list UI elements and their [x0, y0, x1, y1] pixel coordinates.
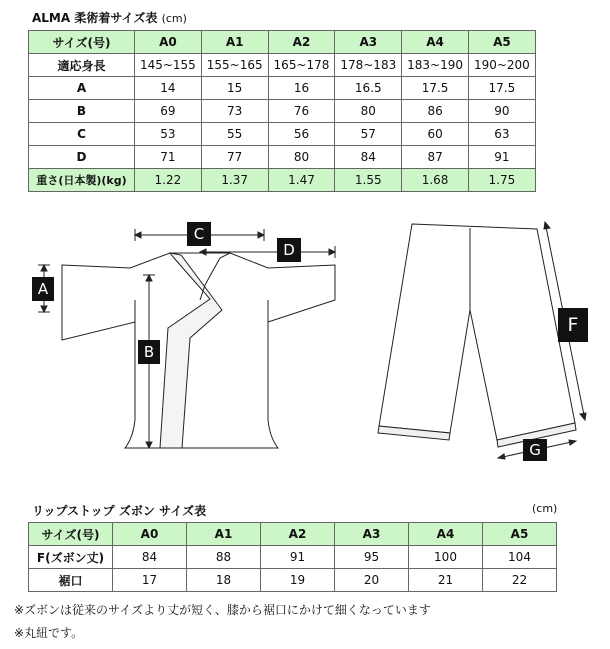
dim-label-f: F: [558, 308, 588, 342]
row-label: C: [29, 123, 135, 146]
pants-unit: (cm): [532, 502, 558, 515]
cell: 84: [113, 546, 187, 569]
cell: 56: [268, 123, 335, 146]
cell: 19: [261, 569, 335, 592]
cell: 155~165: [201, 54, 268, 77]
cell: 77: [201, 146, 268, 169]
cell: 1.68: [402, 169, 469, 192]
pants-size-title: リップストップ ズボン サイズ表: [32, 504, 207, 518]
cell: 91: [261, 546, 335, 569]
cell: 53: [135, 123, 202, 146]
note-round-cord: ※丸紐です。: [14, 626, 84, 640]
row-label: D: [29, 146, 135, 169]
cell: 22: [483, 569, 557, 592]
dim-label-d: D: [277, 238, 301, 262]
cell: 55: [201, 123, 268, 146]
cell: 183~190: [402, 54, 469, 77]
cell: 1.47: [268, 169, 335, 192]
header-cell: サイズ(号): [29, 31, 135, 54]
header-cell: A4: [402, 31, 469, 54]
header-cell: A3: [335, 31, 402, 54]
cell: 178~183: [335, 54, 402, 77]
dim-label-b: B: [138, 340, 160, 364]
cell: 16: [268, 77, 335, 100]
cell: 69: [135, 100, 202, 123]
header-cell: A2: [268, 31, 335, 54]
table-row: [29, 569, 557, 592]
cell: 18: [187, 569, 261, 592]
cell: 91: [468, 146, 535, 169]
cell: 1.22: [135, 169, 202, 192]
row-label: F(ズボン丈): [29, 546, 113, 569]
row-label: A: [29, 77, 135, 100]
cell: 21: [409, 569, 483, 592]
cell: 1.75: [468, 169, 535, 192]
jacket-collar: [160, 253, 222, 448]
jacket-size-title: ALMA 柔術着サイズ表 (cm): [32, 11, 187, 25]
cell: 17.5: [468, 77, 535, 100]
cell: 57: [335, 123, 402, 146]
cell: 16.5: [335, 77, 402, 100]
pants-outline: [379, 224, 575, 440]
header-cell: A1: [201, 31, 268, 54]
cell: 60: [402, 123, 469, 146]
table-row: [29, 546, 557, 569]
cell: 14: [135, 77, 202, 100]
cell: 17: [113, 569, 187, 592]
header-cell: A2: [261, 523, 335, 546]
pants-header-row: [29, 523, 557, 546]
cell: 15: [201, 77, 268, 100]
dim-label-a: A: [32, 277, 54, 301]
header-cell: A5: [468, 31, 535, 54]
cell: 165~178: [268, 54, 335, 77]
cell: 87: [402, 146, 469, 169]
dim-label-g: G: [523, 439, 547, 461]
cell: 86: [402, 100, 469, 123]
cell: 63: [468, 123, 535, 146]
header-cell: A5: [483, 523, 557, 546]
cell: 1.55: [335, 169, 402, 192]
header-cell: A1: [187, 523, 261, 546]
row-label: 裾口: [29, 569, 113, 592]
header-cell: A0: [113, 523, 187, 546]
header-cell: A4: [409, 523, 483, 546]
cell: 190~200: [468, 54, 535, 77]
header-cell: サイズ(号): [29, 523, 113, 546]
cell: 80: [335, 100, 402, 123]
header-cell: A3: [335, 523, 409, 546]
pants-size-table: [28, 522, 557, 592]
cell: 88: [187, 546, 261, 569]
note-pants-fit: ※ズボンは従来のサイズより丈が短く、膝から裾口にかけて細くなっています: [14, 603, 431, 617]
cell: 17.5: [402, 77, 469, 100]
row-label: B: [29, 100, 135, 123]
cell: 100: [409, 546, 483, 569]
cell: 71: [135, 146, 202, 169]
row-label: 適応身長: [29, 54, 135, 77]
dim-label-c: C: [187, 222, 211, 246]
cell: 1.37: [201, 169, 268, 192]
cell: 95: [335, 546, 409, 569]
cell: 90: [468, 100, 535, 123]
cell: 20: [335, 569, 409, 592]
header-cell: A0: [135, 31, 202, 54]
row-label: 重さ(日本製)(kg): [29, 169, 135, 192]
cell: 80: [268, 146, 335, 169]
cell: 145~155: [135, 54, 202, 77]
cell: 104: [483, 546, 557, 569]
cell: 84: [335, 146, 402, 169]
cell: 73: [201, 100, 268, 123]
cell: 76: [268, 100, 335, 123]
